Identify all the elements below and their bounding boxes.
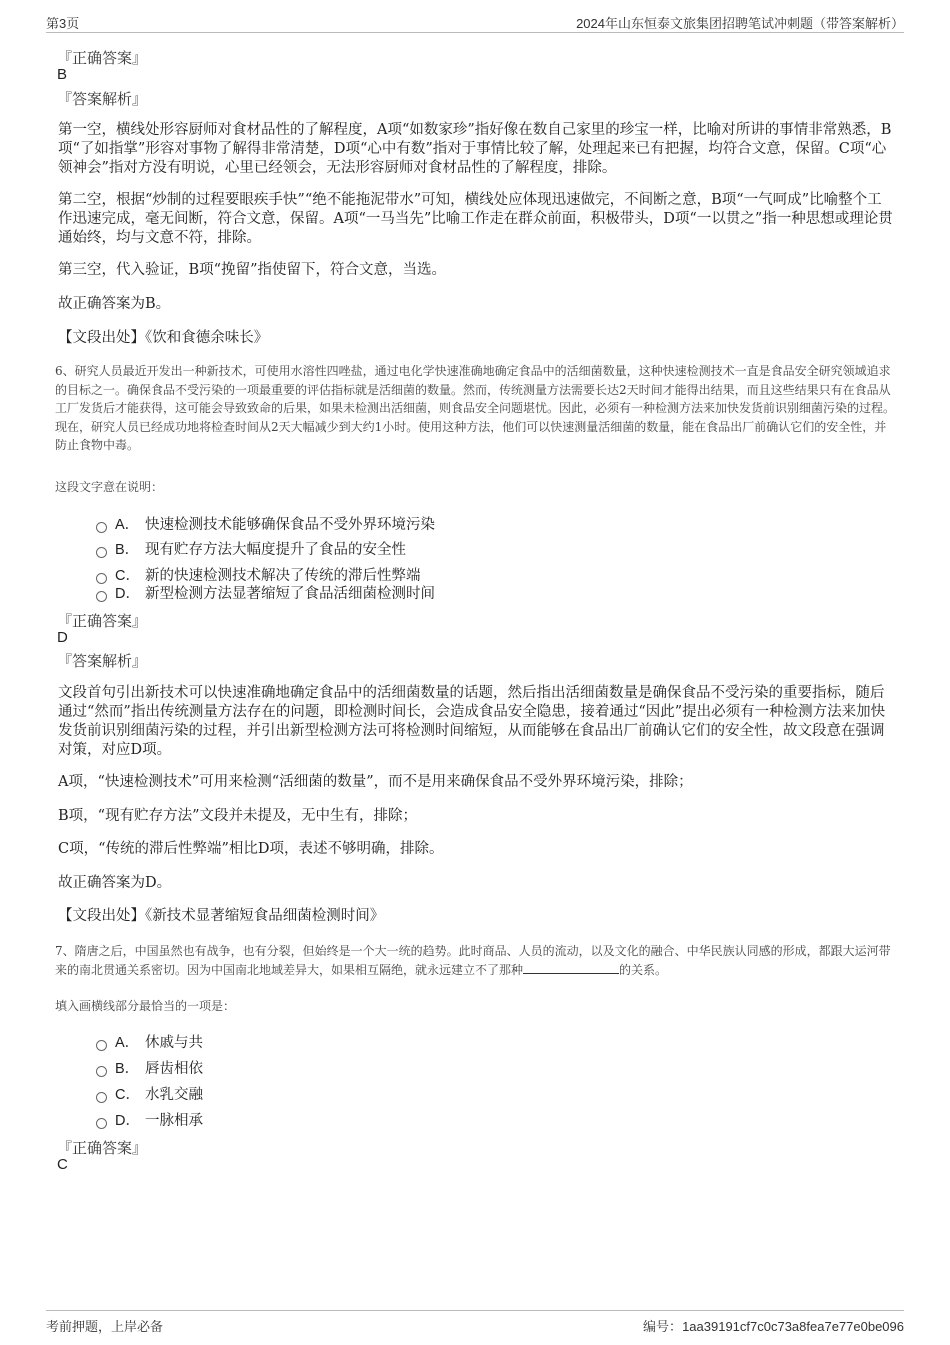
document-code: 编号：1aa39191cf7c0c73a8fea7e77e0be096 [643, 1319, 904, 1334]
fill-blank [523, 962, 619, 974]
q6-analysis-conclusion: 故正确答案为D。 [58, 875, 172, 891]
radio-icon[interactable] [96, 1066, 107, 1077]
correct-answer-label: 『正确答案』 [57, 1139, 148, 1157]
source-label: 【文段出处】 [58, 330, 145, 346]
radio-icon[interactable] [96, 1118, 107, 1129]
radio-icon[interactable] [96, 591, 107, 602]
q5-analysis-paragraph: 第二空，根据“炒制的过程要眼疾手快”“绝不能拖泥带水”可知，横线处应体现迅速做完，不间断之意，B项“一气呵成”比喻整个工作迅速完成，毫无间断，符合文意，保留。A项“一马当先”比喻工作走在群众前面，积极带头，D项“一以贯之”指一种思想或理论贯通始终，均与文意不符，排除。 [58, 192, 893, 246]
radio-icon[interactable] [96, 1092, 107, 1103]
radio-icon[interactable] [96, 547, 107, 558]
radio-icon[interactable] [96, 522, 107, 533]
q6-option-b[interactable]: B． 现有贮存方法大幅度提升了食品的安全性 [96, 538, 406, 559]
q7-stem: 7、隋唐之后，中国虽然也有战争，也有分裂，但始终是一个大一统的趋势。此时商品、人员的流动，以及文化的融合、中华民族认同感的形成，都跟大运河带来的南北贯通关系密切。因为中国南北地域差异大，如果相互隔绝，就永远建立不了那种 的关系。 [55, 944, 891, 977]
q6-option-c[interactable]: C． 新的快速检测技术解决了传统的滞后性弊端 [96, 564, 421, 585]
q5-source [58, 329, 894, 348]
q7-option-c[interactable]: C． 水乳交融 [96, 1083, 203, 1104]
q6-analysis-paragraph: A项，“快速检测技术”可用来检测“活细菌的数量”，而不是用来确保食品不受外界环境污染，排除； [58, 774, 693, 790]
q6-analysis-paragraph: B项，“现有贮存方法”文段并未提及，无中生有，排除； [58, 808, 417, 824]
q7-answer: C [57, 1156, 68, 1173]
source-label: 【文段出处】 [58, 908, 145, 924]
q7-option-d[interactable]: D． 一脉相承 [96, 1109, 203, 1130]
document-title: 2024年山东恒泰文旅集团招聘笔试冲刺题（带答案解析） [576, 16, 904, 31]
q6-analysis-paragraph: C项，“传统的滞后性弊端”相比D项，表述不够明确，排除。 [58, 841, 444, 857]
analysis-label: 『答案解析』 [57, 90, 148, 108]
footer-slogan: 考前押题，上岸必备 [46, 1319, 164, 1334]
q7-option-b[interactable]: B． 唇齿相依 [96, 1057, 203, 1078]
radio-icon[interactable] [96, 1040, 107, 1051]
q5-analysis-conclusion: 故正确答案为B。 [58, 296, 171, 312]
analysis-label: 『答案解析』 [57, 652, 148, 670]
q6-analysis-paragraph: 文段首句引出新技术可以快速准确地确定食品中的活细菌数量的话题，然后指出活细菌数量是确保食品不受污染的重要指标，随后通过“然而”指出传统测量方法存在的问题，即检测时间长，会造成食品安全隐患，接着通过“因此”提出必须有一种检测方法来加快发货前识别细菌污染的过程，并引出新型检测方法可将检测时间缩短，从而能够在食品出厂前确认它们的安全性，故文段意在强调对策，对应D项。 [58, 685, 886, 758]
page-number: 第3页 [46, 16, 80, 31]
page-header [46, 10, 904, 33]
q6-answer: D [57, 629, 68, 646]
q6-source [58, 907, 894, 926]
source-title: 《饮和食德余味长》 [145, 330, 269, 346]
q7-prompt: 填入画横线部分最恰当的一项是： [55, 999, 236, 1013]
q5-analysis-paragraph: 第三空，代入验证，B项“挽留”指使留下，符合文意，当选。 [58, 262, 446, 278]
q6-stem: 6、研究人员最近开发出一种新技术，可使用水溶性四唑盐，通过电化学快速准确地确定食品中的活细菌数量，这种快速检测技术一直是食品安全研究领域追求的目标之一。确保食品不受污染的一项最重要的评估指标就是活细菌的数量。然而，传统测量方法需要长达2天时间才能得出结果，而且这些结果只有在食品从工厂发货后才能获得，这可能会导致致命的后果，如果未检测出活细菌，则食品安全问题堪忧。因此，必须有一种检测方法来加快发货前识别细菌污染的过程。现在，研究人员已经成功地将检查时间从2天大幅减少到大约1小时。使用这种方法，他们可以快速测量活细菌的数量，能在食品出厂前确认它们的安全性，并防止食物中毒。 [55, 364, 896, 452]
source-title: 《新技术显著缩短食品细菌检测时间》 [145, 908, 385, 924]
correct-answer-label: 『正确答案』 [57, 49, 148, 67]
q5-analysis-paragraph: 第一空，横线处形容厨师对食材品性的了解程度，A项“如数家珍”指好像在数自己家里的珍宝一样，比喻对所讲的事情非常熟悉，B项“了如指掌”形容对事物了解得非常清楚，D项“心中有数”指对于事情比较了解，处理起来已有把握，均符合文意，保留。C项“心领神会”指对方没有明说，心里已经领会，无法形容厨师对食材品性的了解程度，排除。 [58, 122, 892, 176]
q7-option-a[interactable]: A． 休戚与共 [96, 1031, 203, 1052]
q6-prompt: 这段文字意在说明： [55, 480, 164, 494]
q5-answer: B [57, 66, 68, 83]
q6-option-a[interactable]: A． 快速检测技术能够确保食品不受外界环境污染 [96, 513, 435, 534]
correct-answer-label: 『正确答案』 [57, 612, 148, 630]
q6-option-d[interactable]: D． 新型检测方法显著缩短了食品活细菌检测时间 [96, 582, 435, 603]
page-footer [46, 1310, 904, 1335]
